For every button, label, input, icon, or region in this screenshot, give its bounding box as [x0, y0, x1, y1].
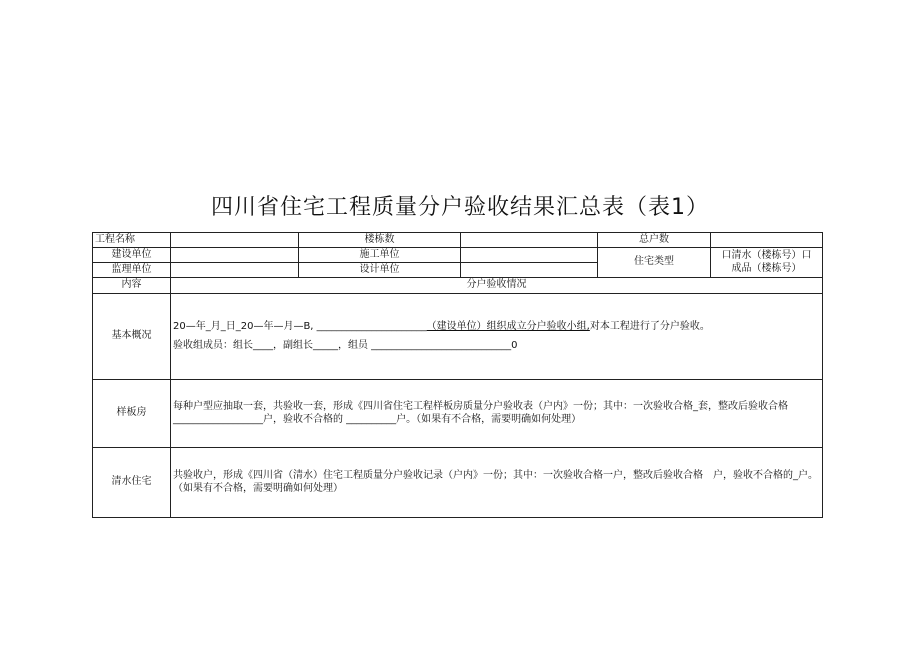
project-name-label: 工程名称 [93, 233, 171, 248]
summary-table [92, 232, 823, 518]
table-row [93, 380, 823, 448]
builder-value [171, 248, 299, 263]
project-name-value [171, 233, 299, 248]
basic-overview-line2: 验收组成员：组长____，副组长_____，组员 ____________________________0 [173, 339, 518, 351]
table-row [93, 294, 823, 380]
table-row [93, 248, 823, 263]
building-count-label: 楼栋数 [299, 233, 461, 248]
supervisor-label: 监理单位 [93, 263, 171, 278]
table-row [93, 278, 823, 294]
builder-label: 建设单位 [93, 248, 171, 263]
basic-overview-text [171, 294, 823, 380]
table-row [93, 233, 823, 248]
housing-type-line1: 口清水（楼栋号）口 [721, 250, 812, 261]
sample-room-label: 样板房 [93, 380, 171, 448]
table-row [93, 448, 823, 518]
document-title: 四川省住宅工程质量分户验收结果汇总表（表1） [211, 195, 709, 220]
designer-value [461, 263, 598, 278]
supervisor-value [171, 263, 299, 278]
contractor-label: 施工单位 [299, 248, 461, 263]
basic-overview-label: 基本概况 [93, 294, 171, 380]
total-units-label: 总户数 [598, 233, 711, 248]
total-units-value [711, 233, 823, 248]
housing-type-value [711, 248, 823, 278]
acceptance-header: 分户验收情况 [171, 278, 823, 294]
housing-type-line2: 成品（楼栋号） [731, 262, 802, 274]
designer-label: 设计单位 [299, 263, 461, 278]
bare-housing-label: 清水住宅 [93, 448, 171, 518]
building-count-value [461, 233, 598, 248]
bare-housing-text: 共验收户，形成《四川省（清水）住宅工程质量分户验收记录（户内》一份；其中：一次验收合格一户，整改后验收合格 户，验收不合格的_户。（如果有不合格，需要明确如何处理） [171, 448, 823, 518]
basic-overview-line1: 20—年_月_日_20—年—月—B, ______________________（建设单位）组织成立分户验收小组,对本工程进行了分户验收。 [173, 321, 710, 332]
contractor-value [461, 248, 598, 263]
content-header: 内容 [93, 278, 171, 294]
housing-type-label: 住宅类型 [598, 248, 711, 278]
sample-room-text: 每种户型应抽取一套，共验收一套，形成《四川省住宅工程样板房质量分户验收表（户内》一份；其中：一次验收合格_套，整改后验收合格 __________________户，验收不合格的 __________户。（如果有不合格，需要明确如何处理） [171, 380, 823, 448]
